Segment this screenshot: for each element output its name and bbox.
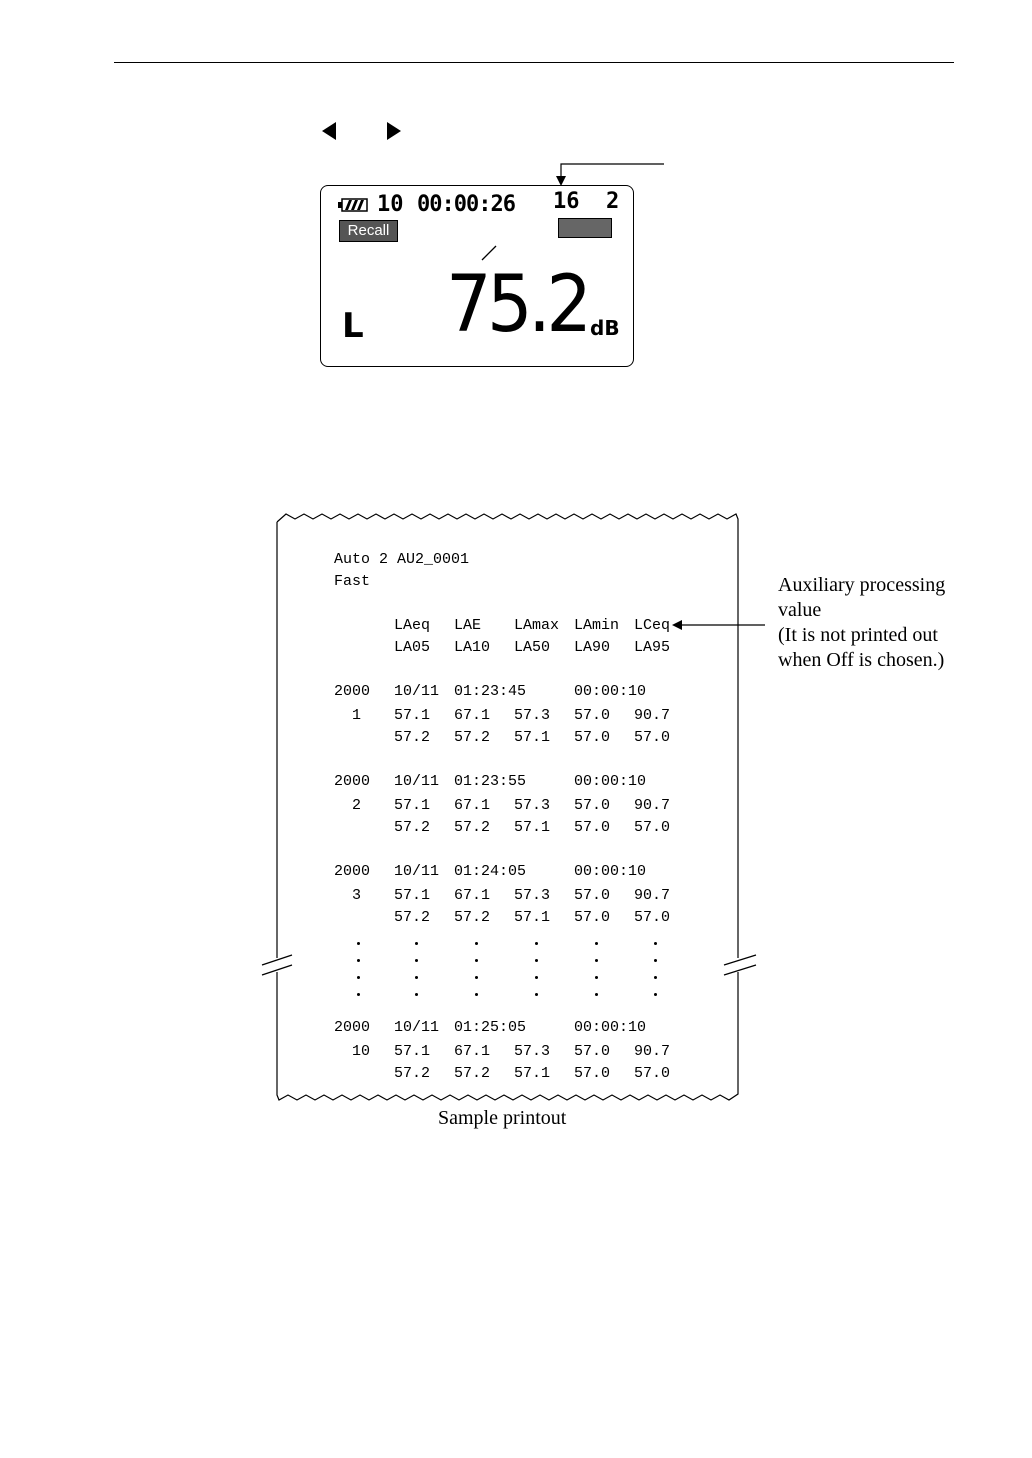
ellipsis-dot: [654, 993, 657, 996]
record-value: 57.1: [394, 1043, 431, 1060]
recall-indicator: Recall: [340, 221, 397, 241]
record-value: 57.2: [454, 1065, 491, 1082]
ellipsis-dot: [535, 959, 538, 962]
record-year: 2000: [334, 773, 371, 790]
annotation-line-3: (It is not printed out: [778, 624, 938, 646]
ellipsis-dot: [415, 959, 418, 962]
record-value: 57.1: [514, 729, 551, 746]
record-value: 57.2: [394, 909, 431, 926]
record-time: 01:23:55: [454, 773, 527, 790]
record-value: 90.7: [634, 1043, 671, 1060]
record-value: 57.0: [634, 819, 671, 836]
record-index: 3: [352, 887, 362, 904]
record-value: 57.1: [514, 909, 551, 926]
record-duration: 00:00:10: [574, 683, 647, 700]
record-value: 57.0: [574, 797, 611, 814]
record-value: 57.0: [634, 1065, 671, 1082]
record-value: 57.3: [514, 887, 551, 904]
record-index: 1: [352, 707, 362, 724]
record-year: 2000: [334, 863, 371, 880]
record-value: 90.7: [634, 797, 671, 814]
record-value: 90.7: [634, 887, 671, 904]
record-duration: 00:00:10: [574, 773, 647, 790]
ellipsis-dot: [595, 993, 598, 996]
ellipsis-dot: [595, 942, 598, 945]
record-value: 57.2: [454, 729, 491, 746]
annotation-line-1: Auxiliary processing: [778, 574, 946, 596]
record-date: 10/11: [394, 683, 440, 700]
ellipsis-dot: [357, 942, 360, 945]
elapsed-time: 00:00:26: [417, 192, 515, 217]
record-value: 57.1: [394, 707, 431, 724]
record-value: 57.0: [574, 1065, 611, 1082]
record-value: 57.0: [574, 887, 611, 904]
column-header: LA05: [394, 639, 431, 656]
record-value: 57.0: [574, 819, 611, 836]
ellipsis-dot: [357, 976, 360, 979]
record-index: 10: [352, 1043, 371, 1060]
record-value: 57.0: [574, 1043, 611, 1060]
ellipsis-dot: [475, 942, 478, 945]
ellipsis-dot: [535, 976, 538, 979]
ellipsis-dot: [654, 959, 657, 962]
record-value: 57.2: [394, 729, 431, 746]
record-date: 10/11: [394, 1019, 440, 1036]
record-value: 57.3: [514, 797, 551, 814]
record-value: 57.1: [394, 797, 431, 814]
ellipsis-dot: [357, 959, 360, 962]
record-value: 67.1: [454, 887, 491, 904]
record-value: 57.2: [454, 909, 491, 926]
record-value: 57.2: [454, 819, 491, 836]
record-value: 57.0: [574, 729, 611, 746]
weighting-char: L: [342, 306, 364, 346]
level-unit: dB: [590, 316, 620, 340]
record-value: 57.0: [574, 707, 611, 724]
printout-header-1: Auto 2 AU2_0001: [334, 551, 470, 568]
ellipsis-dot: [595, 959, 598, 962]
column-header: LAE: [454, 617, 482, 634]
record-duration: 00:00:10: [574, 1019, 647, 1036]
ellipsis-dot: [415, 993, 418, 996]
record-value: 57.3: [514, 707, 551, 724]
channel-number: 16: [553, 189, 580, 214]
ellipsis-dot: [475, 959, 478, 962]
annotation-line-2: value: [778, 599, 822, 621]
data-number: 2: [606, 189, 620, 214]
column-header: LAeq: [394, 617, 431, 634]
ellipsis-dot: [357, 993, 360, 996]
record-value: 57.2: [394, 819, 431, 836]
record-value: 67.1: [454, 1043, 491, 1060]
column-header: LA90: [574, 639, 611, 656]
record-duration: 00:00:10: [574, 863, 647, 880]
record-value: 57.0: [574, 909, 611, 926]
column-header: LA10: [454, 639, 491, 656]
ellipsis-dot: [475, 976, 478, 979]
record-time: 01:23:45: [454, 683, 527, 700]
ellipsis-dot: [475, 993, 478, 996]
record-value: 67.1: [454, 707, 491, 724]
record-value: 57.0: [634, 909, 671, 926]
column-header: LA50: [514, 639, 551, 656]
record-date: 10/11: [394, 773, 440, 790]
ellipsis-dot: [535, 993, 538, 996]
record-year: 2000: [334, 683, 371, 700]
column-header: LAmax: [514, 617, 560, 634]
ellipsis-dot: [535, 942, 538, 945]
record-time: 01:25:05: [454, 1019, 527, 1036]
record-value: 57.1: [394, 887, 431, 904]
record-value: 67.1: [454, 797, 491, 814]
annotation-note: [778, 573, 1018, 673]
record-value: 57.1: [514, 1065, 551, 1082]
ellipsis-dot: [654, 942, 657, 945]
level-value: 75.2: [446, 260, 588, 350]
record-value: 90.7: [634, 707, 671, 724]
record-value: 57.3: [514, 1043, 551, 1060]
annotation-line-4: when Off is chosen.): [778, 649, 945, 671]
storage-number: 10: [377, 192, 404, 217]
column-header: LA95: [634, 639, 671, 656]
ellipsis-dot: [415, 942, 418, 945]
ellipsis-dot: [415, 976, 418, 979]
column-header: LAmin: [574, 617, 620, 634]
record-value: 57.1: [514, 819, 551, 836]
record-time: 01:24:05: [454, 863, 527, 880]
column-header: LCeq: [634, 617, 671, 634]
record-year: 2000: [334, 1019, 371, 1036]
record-index: 2: [352, 797, 362, 814]
record-value: 57.2: [394, 1065, 431, 1082]
printout-caption: Sample printout: [438, 1107, 567, 1129]
ellipsis-dot: [595, 976, 598, 979]
record-value: 57.0: [634, 729, 671, 746]
ellipsis-dot: [654, 976, 657, 979]
record-date: 10/11: [394, 863, 440, 880]
printout-header-2: Fast: [334, 573, 371, 590]
